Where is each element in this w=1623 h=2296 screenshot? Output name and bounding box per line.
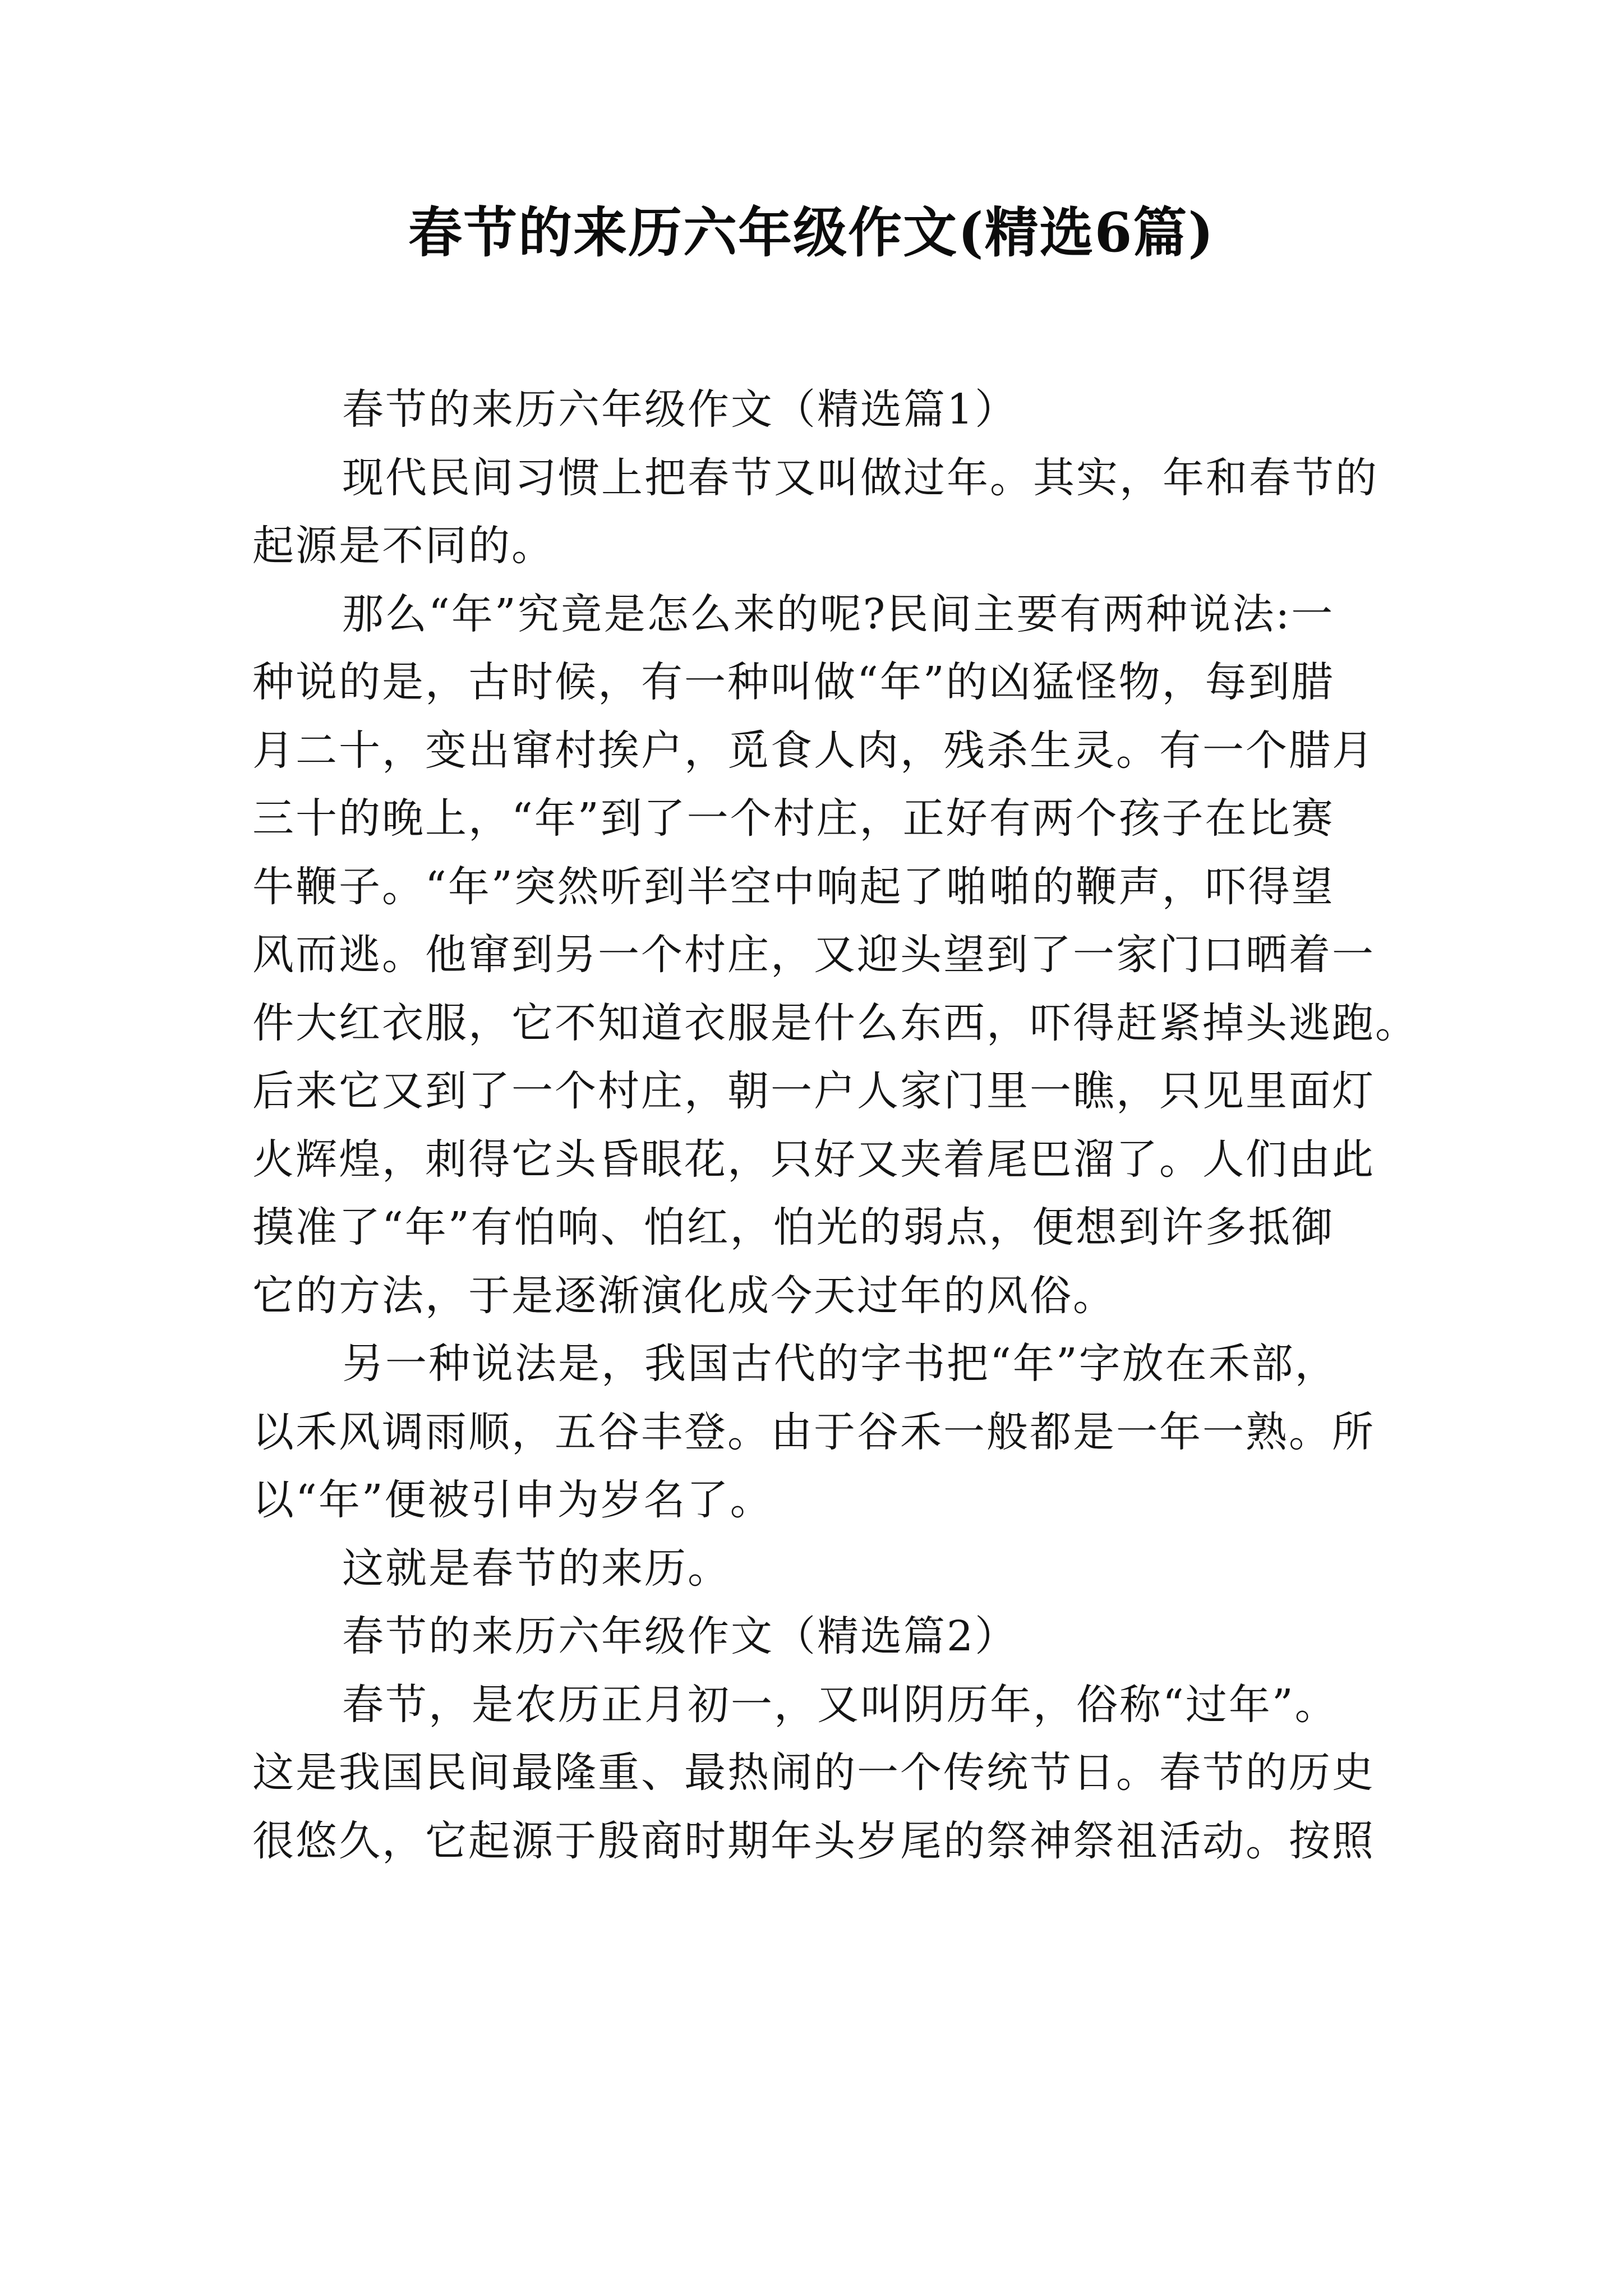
paragraph-line: 以禾风调雨顺，五谷丰登。由于谷禾一般都是一年一熟。所 — [252, 1407, 1375, 1456]
paragraph-line: 春节的来历六年级作文（精选篇2） — [342, 1612, 1018, 1660]
paragraph-line: 件大红衣服，它不知道衣服是什么东西，吓得赶紧掉头逃跑。 — [252, 999, 1418, 1047]
paragraph — [252, 581, 1418, 1331]
paragraph-line: 这就是春节的来历。 — [342, 1544, 731, 1593]
paragraph — [252, 1671, 1374, 1876]
paragraph-line: 很悠久，它起源于殷商时期年头岁尾的祭神祭祖活动。按照 — [252, 1816, 1375, 1865]
paragraph-line: 风而逃。他窜到另一个村庄，又迎头望到了一家门口晒着一 — [252, 931, 1375, 979]
paragraph-line: 牛鞭子。“年”突然听到半空中响起了啪啪的鞭声，吓得望 — [252, 862, 1335, 911]
paragraph-line: 火辉煌，刺得它头昏眼花，只好又夹着尾巴溜了。人们由此 — [252, 1135, 1375, 1184]
paragraph-line: 后来它又到了一个村庄，朝一户人家门里一瞧，只见里面灯 — [252, 1067, 1375, 1115]
document-title: 春节的来历六年级作文(精选6篇) — [408, 201, 1215, 264]
paragraph-heading-2 — [252, 1603, 1374, 1671]
paragraph — [252, 1535, 1374, 1603]
paragraph-line: 现代民间习惯上把春节又叫做过年。其实，年和春节的 — [342, 453, 1378, 502]
paragraph-line: 春节，是农历正月初一，又叫阴历年，俗称“过年”。 — [342, 1680, 1338, 1729]
document-body — [252, 376, 1418, 1875]
paragraph — [252, 444, 1378, 581]
paragraph-line: 以“年”便被引申为岁名了。 — [252, 1476, 773, 1524]
paragraph-line: 春节的来历六年级作文（精选篇1） — [342, 385, 1018, 434]
paragraph-line: 月二十，变出窜村挨户，觅食人肉，残杀生灵。有一个腊月 — [252, 726, 1375, 775]
paragraph-line: 那么“年”究竟是怎么来的呢?民间主要有两种说法:一 — [342, 590, 1335, 638]
paragraph-line: 摸准了“年”有怕响、怕红，怕光的弱点，便想到许多抵御 — [252, 1203, 1335, 1251]
paragraph-heading-1 — [252, 376, 1374, 444]
paragraph-line: 起源是不同的。 — [252, 522, 555, 570]
paragraph-line: 另一种说法是，我国古代的字书把“年”字放在禾部， — [342, 1340, 1338, 1388]
paragraph — [252, 1330, 1374, 1535]
paragraph-line: 三十的晚上，“年”到了一个村庄，正好有两个孩子在比赛 — [252, 794, 1335, 843]
paragraph-line: 种说的是，古时候，有一种叫做“年”的凶猛怪物，每到腊 — [252, 658, 1335, 706]
paragraph-line: 它的方法，于是逐渐演化成今天过年的风俗。 — [252, 1271, 1116, 1320]
paragraph-line: 这是我国民间最隆重、最热闹的一个传统节日。春节的历史 — [252, 1749, 1375, 1797]
